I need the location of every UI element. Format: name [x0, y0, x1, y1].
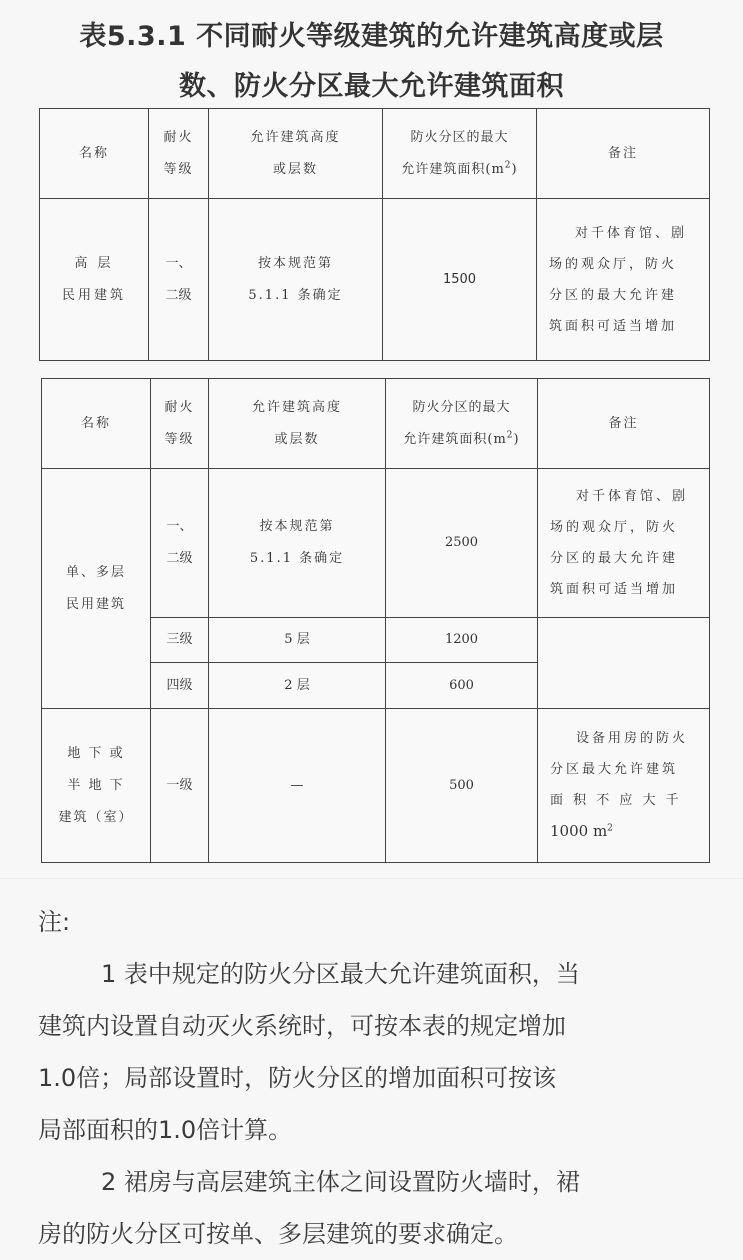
header-name: 名称 — [42, 379, 151, 469]
note-1-line-4: 局部面积的1.0倍计算。 — [38, 1116, 293, 1144]
note-1-line-3: 1.0倍；局部设置时，防火分区的增加面积可按该 — [38, 1064, 557, 1092]
cell-height: — — [209, 709, 386, 863]
multi-storey-table — [41, 378, 710, 863]
cell-height: 5 层 — [209, 618, 386, 663]
note-2-line-1: 2 裙房与高层建筑主体之间设置防火墙时，裙 — [101, 1168, 580, 1196]
header-name: 名称 — [40, 109, 149, 199]
table-title-line-1: 表5.3.1 不同耐火等级建筑的允许建筑高度或层 — [79, 21, 664, 52]
cell-area: 1200 — [386, 618, 538, 663]
cell-remark-empty — [538, 618, 710, 709]
cell-remark: 设备用房的防火 分区最大允许建筑 面 积 不 应 大 千 1000 $m^2$ — [538, 709, 710, 863]
high-rise-table — [39, 108, 710, 361]
cell-remark: 对千体育馆、剧 场的观众厅，防火 分区的最大允许建 筑面积可适当增加 — [538, 469, 710, 618]
table-header-row — [42, 379, 710, 469]
header-max-area: 防火分区的最大 允许建筑面积$(m^2)$ — [383, 109, 537, 199]
cell-grade: 三级 — [151, 618, 209, 663]
notes-section — [38, 896, 708, 1260]
cell-name: 单、多层 民用建筑 — [42, 469, 151, 709]
cell-height: 2 层 — [209, 663, 386, 709]
cell-grade: 一、 二级 — [151, 469, 209, 618]
cell-area: 2500 — [386, 469, 538, 618]
note-2-line-2: 房的防火分区可按单、多层建筑的要求确定。 — [38, 1220, 518, 1248]
cell-name: 高 层 民用建筑 — [40, 199, 149, 361]
header-fire-grade: 耐火 等级 — [151, 379, 209, 469]
cell-grade: 四级 — [151, 663, 209, 709]
note-1-line-1: 1 表中规定的防火分区最大允许建筑面积，当 — [101, 960, 580, 988]
table-header-row — [40, 109, 710, 199]
table-row — [40, 199, 710, 361]
header-fire-grade: 耐火 等级 — [149, 109, 209, 199]
cell-grade: 一级 — [151, 709, 209, 863]
header-max-area: 防火分区的最大 允许建筑面积$(m^2)$ — [386, 379, 538, 469]
cell-grade: 一、 二级 — [149, 199, 209, 361]
cell-height: 按本规范第 5.1.1 条确定 — [209, 469, 386, 618]
cell-area: 500 — [386, 709, 538, 863]
header-remark: 备注 — [538, 379, 710, 469]
table-title-line-2: 数、防火分区最大允许建筑面积 — [179, 71, 564, 102]
table-row — [42, 469, 710, 618]
header-remark: 备注 — [537, 109, 710, 199]
header-allowed-height: 允许建筑高度 或层数 — [209, 379, 386, 469]
cell-name: 地 下 或 半 地 下 建筑（室） — [42, 709, 151, 863]
cell-height: 按本规范第 5.1.1 条确定 — [209, 199, 383, 361]
header-allowed-height: 允许建筑高度 或层数 — [209, 109, 383, 199]
section-divider — [0, 878, 743, 879]
table-row — [42, 709, 710, 863]
notes-heading: 注: — [38, 908, 71, 936]
cell-remark: 对千体育馆、剧 场的观众厅，防火 分区的最大允许建 筑面积可适当增加 — [537, 199, 710, 361]
cell-area: 600 — [386, 663, 538, 709]
cell-area: 1500 — [383, 199, 537, 361]
note-1-line-2: 建筑内设置自动灭火系统时，可按本表的规定增加 — [38, 1012, 566, 1040]
